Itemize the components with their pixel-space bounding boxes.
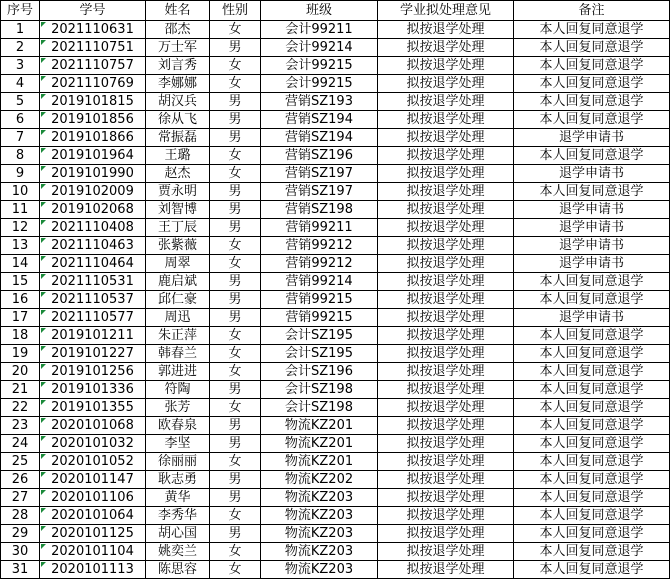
cell-student-id[interactable]: 2021110463 (40, 237, 146, 255)
cell-remark[interactable]: 本人回复同意退学 (514, 435, 670, 453)
cell-seq[interactable]: 23 (1, 417, 40, 435)
cell-gender[interactable]: 女 (210, 561, 261, 579)
table-row (1, 561, 670, 579)
cell-name[interactable]: 徐丽丽 (146, 453, 210, 471)
cell-name[interactable]: 万士军 (146, 39, 210, 57)
cell-student-id[interactable]: 2019102009 (40, 183, 146, 201)
text-format-marker-icon (41, 256, 46, 261)
cell-opinion[interactable]: 拟按退学处理 (378, 111, 514, 129)
cell-opinion[interactable]: 拟按退学处理 (378, 507, 514, 525)
table-row (1, 93, 670, 111)
table-row (1, 219, 670, 237)
cell-name[interactable]: 王璐 (146, 147, 210, 165)
cell-student-id[interactable]: 2020101125 (40, 525, 146, 543)
table-body (1, 21, 670, 579)
cell-seq[interactable]: 3 (1, 57, 40, 75)
cell-seq[interactable]: 8 (1, 147, 40, 165)
cell-class[interactable]: 物流KZ203 (261, 543, 378, 561)
table-row (1, 399, 670, 417)
cell-name[interactable]: 李娜娜 (146, 75, 210, 93)
text-format-marker-icon (41, 238, 46, 243)
cell-student-id[interactable]: 2019101964 (40, 147, 146, 165)
cell-seq[interactable]: 24 (1, 435, 40, 453)
text-format-marker-icon (41, 76, 46, 81)
cell-student-id[interactable]: 2020101052 (40, 453, 146, 471)
cell-class[interactable]: 会计SZ195 (261, 327, 378, 345)
table-row (1, 273, 670, 291)
cell-class[interactable]: 物流KZ203 (261, 561, 378, 579)
cell-seq[interactable]: 13 (1, 237, 40, 255)
cell-opinion[interactable]: 拟按退学处理 (378, 399, 514, 417)
cell-gender[interactable]: 女 (210, 21, 261, 39)
cell-student-id[interactable]: 2019101815 (40, 93, 146, 111)
cell-gender[interactable]: 女 (210, 345, 261, 363)
cell-gender[interactable]: 女 (210, 363, 261, 381)
cell-class[interactable]: 物流KZ203 (261, 507, 378, 525)
table-row (1, 471, 670, 489)
cell-name[interactable]: 欧春泉 (146, 417, 210, 435)
cell-class[interactable]: 会计99215 (261, 57, 378, 75)
cell-opinion[interactable]: 拟按退学处理 (378, 525, 514, 543)
cell-student-id[interactable]: 2021110757 (40, 57, 146, 75)
cell-class[interactable]: 物流KZ202 (261, 471, 378, 489)
cell-student-id[interactable]: 2021110408 (40, 219, 146, 237)
cell-opinion[interactable]: 拟按退学处理 (378, 363, 514, 381)
table-row (1, 489, 670, 507)
cell-class[interactable]: 会计SZ198 (261, 399, 378, 417)
cell-class[interactable]: 营销SZ197 (261, 183, 378, 201)
cell-remark[interactable]: 本人回复同意退学 (514, 147, 670, 165)
table-row (1, 147, 670, 165)
cell-remark[interactable]: 本人回复同意退学 (514, 57, 670, 75)
table-row (1, 417, 670, 435)
cell-seq[interactable]: 31 (1, 561, 40, 579)
cell-opinion[interactable]: 拟按退学处理 (378, 129, 514, 147)
cell-seq[interactable]: 10 (1, 183, 40, 201)
table-row (1, 57, 670, 75)
table-row (1, 435, 670, 453)
cell-class[interactable]: 营销SZ198 (261, 201, 378, 219)
cell-opinion[interactable]: 拟按退学处理 (378, 57, 514, 75)
cell-student-id[interactable]: 2019102068 (40, 201, 146, 219)
cell-student-id[interactable]: 2021110751 (40, 39, 146, 57)
cell-student-id[interactable]: 2020101147 (40, 471, 146, 489)
text-format-marker-icon (41, 562, 46, 567)
cell-gender[interactable]: 男 (210, 435, 261, 453)
cell-opinion[interactable]: 拟按退学处理 (378, 237, 514, 255)
cell-opinion[interactable]: 拟按退学处理 (378, 309, 514, 327)
cell-remark[interactable]: 本人回复同意退学 (514, 507, 670, 525)
cell-remark[interactable]: 本人回复同意退学 (514, 111, 670, 129)
text-format-marker-icon (41, 490, 46, 495)
cell-class[interactable]: 营销99211 (261, 219, 378, 237)
text-format-marker-icon (41, 436, 46, 441)
table-row (1, 183, 670, 201)
cell-name[interactable]: 朱正萍 (146, 327, 210, 345)
cell-seq[interactable]: 4 (1, 75, 40, 93)
cell-gender[interactable]: 男 (210, 471, 261, 489)
cell-gender[interactable]: 男 (210, 417, 261, 435)
cell-remark[interactable]: 本人回复同意退学 (514, 93, 670, 111)
cell-seq[interactable]: 21 (1, 381, 40, 399)
cell-student-id[interactable]: 2021110577 (40, 309, 146, 327)
cell-class[interactable]: 会计99215 (261, 75, 378, 93)
table-row (1, 129, 670, 147)
cell-opinion[interactable]: 拟按退学处理 (378, 147, 514, 165)
cell-student-id[interactable]: 2019101990 (40, 165, 146, 183)
cell-opinion[interactable]: 拟按退学处理 (378, 543, 514, 561)
cell-seq[interactable]: 18 (1, 327, 40, 345)
cell-class[interactable]: 营销SZ194 (261, 129, 378, 147)
cell-gender[interactable]: 男 (210, 219, 261, 237)
text-format-marker-icon (41, 526, 46, 531)
cell-name[interactable]: 韩春兰 (146, 345, 210, 363)
text-format-marker-icon (41, 94, 46, 99)
header-row (1, 1, 670, 21)
cell-opinion[interactable]: 拟按退学处理 (378, 165, 514, 183)
cell-remark[interactable]: 本人回复同意退学 (514, 21, 670, 39)
table-row (1, 291, 670, 309)
cell-class[interactable]: 营销SZ197 (261, 165, 378, 183)
cell-opinion[interactable]: 拟按退学处理 (378, 561, 514, 579)
table-row (1, 363, 670, 381)
cell-class[interactable]: 营销SZ196 (261, 147, 378, 165)
cell-gender[interactable]: 女 (210, 507, 261, 525)
cell-opinion[interactable]: 拟按退学处理 (378, 345, 514, 363)
cell-student-id[interactable]: 2021110769 (40, 75, 146, 93)
cell-seq[interactable]: 28 (1, 507, 40, 525)
header-class[interactable]: 班级 (261, 1, 378, 21)
cell-class[interactable]: 营销99215 (261, 291, 378, 309)
cell-student-id[interactable]: 2020101068 (40, 417, 146, 435)
table-header (1, 1, 670, 21)
cell-student-id[interactable]: 2020101104 (40, 543, 146, 561)
cell-class[interactable]: 会计SZ196 (261, 363, 378, 381)
text-format-marker-icon (41, 508, 46, 513)
cell-student-id[interactable]: 2021110537 (40, 291, 146, 309)
text-format-marker-icon (41, 310, 46, 315)
cell-seq[interactable]: 7 (1, 129, 40, 147)
cell-remark[interactable]: 本人回复同意退学 (514, 363, 670, 381)
cell-remark[interactable]: 本人回复同意退学 (514, 39, 670, 57)
text-format-marker-icon (41, 472, 46, 477)
text-format-marker-icon (41, 400, 46, 405)
cell-seq[interactable]: 16 (1, 291, 40, 309)
cell-remark[interactable]: 本人回复同意退学 (514, 75, 670, 93)
cell-remark[interactable]: 退学申请书 (514, 309, 670, 327)
cell-remark[interactable]: 本人回复同意退学 (514, 543, 670, 561)
cell-remark[interactable]: 本人回复同意退学 (514, 471, 670, 489)
cell-opinion[interactable]: 拟按退学处理 (378, 381, 514, 399)
header-gender[interactable]: 性别 (210, 1, 261, 21)
cell-remark[interactable]: 本人回复同意退学 (514, 453, 670, 471)
table-row (1, 327, 670, 345)
cell-student-id[interactable]: 2019101856 (40, 111, 146, 129)
cell-name[interactable]: 王丁辰 (146, 219, 210, 237)
header-name[interactable]: 姓名 (146, 1, 210, 21)
cell-opinion[interactable]: 拟按退学处理 (378, 327, 514, 345)
cell-student-id[interactable]: 2021110631 (40, 21, 146, 39)
cell-seq[interactable]: 6 (1, 111, 40, 129)
cell-gender[interactable]: 女 (210, 399, 261, 417)
text-format-marker-icon (41, 148, 46, 153)
text-format-marker-icon (41, 346, 46, 351)
cell-gender[interactable]: 女 (210, 75, 261, 93)
cell-seq[interactable]: 22 (1, 399, 40, 417)
cell-remark[interactable]: 本人回复同意退学 (514, 273, 670, 291)
cell-seq[interactable]: 27 (1, 489, 40, 507)
cell-seq[interactable]: 14 (1, 255, 40, 273)
cell-opinion[interactable]: 拟按退学处理 (378, 435, 514, 453)
cell-opinion[interactable]: 拟按退学处理 (378, 489, 514, 507)
cell-name[interactable]: 李秀华 (146, 507, 210, 525)
cell-gender[interactable]: 男 (210, 129, 261, 147)
cell-student-id[interactable]: 2019101866 (40, 129, 146, 147)
cell-opinion[interactable]: 拟按退学处理 (378, 471, 514, 489)
text-format-marker-icon (41, 364, 46, 369)
cell-remark[interactable]: 本人回复同意退学 (514, 327, 670, 345)
cell-seq[interactable]: 1 (1, 21, 40, 39)
cell-name[interactable]: 周迅 (146, 309, 210, 327)
header-seq[interactable]: 序号 (1, 1, 40, 21)
cell-student-id[interactable]: 2019101336 (40, 381, 146, 399)
cell-name[interactable]: 鹿启斌 (146, 273, 210, 291)
cell-opinion[interactable]: 拟按退学处理 (378, 201, 514, 219)
text-format-marker-icon (41, 328, 46, 333)
cell-seq[interactable]: 19 (1, 345, 40, 363)
cell-class[interactable]: 营销99212 (261, 237, 378, 255)
cell-name[interactable]: 周翠 (146, 255, 210, 273)
cell-seq[interactable]: 20 (1, 363, 40, 381)
cell-name[interactable]: 姚奕兰 (146, 543, 210, 561)
cell-gender[interactable]: 男 (210, 525, 261, 543)
cell-seq[interactable]: 2 (1, 39, 40, 57)
cell-gender[interactable]: 男 (210, 111, 261, 129)
cell-class[interactable]: 营销SZ194 (261, 111, 378, 129)
cell-student-id[interactable]: 2019101211 (40, 327, 146, 345)
header-opinion[interactable]: 学业拟处理意见 (378, 1, 514, 21)
cell-seq[interactable]: 26 (1, 471, 40, 489)
cell-name[interactable]: 刘言秀 (146, 57, 210, 75)
text-format-marker-icon (41, 58, 46, 63)
cell-name[interactable]: 张紫薇 (146, 237, 210, 255)
cell-opinion[interactable]: 拟按退学处理 (378, 219, 514, 237)
cell-student-id[interactable]: 2019101256 (40, 363, 146, 381)
cell-opinion[interactable]: 拟按退学处理 (378, 75, 514, 93)
cell-name[interactable]: 常振磊 (146, 129, 210, 147)
cell-opinion[interactable]: 拟按退学处理 (378, 93, 514, 111)
cell-opinion[interactable]: 拟按退学处理 (378, 21, 514, 39)
text-format-marker-icon (41, 274, 46, 279)
text-format-marker-icon (41, 418, 46, 423)
cell-seq[interactable]: 17 (1, 309, 40, 327)
cell-remark[interactable]: 退学申请书 (514, 129, 670, 147)
text-format-marker-icon (41, 454, 46, 459)
cell-remark[interactable]: 本人回复同意退学 (514, 525, 670, 543)
cell-student-id[interactable]: 2020101106 (40, 489, 146, 507)
cell-remark[interactable]: 本人回复同意退学 (514, 291, 670, 309)
cell-student-id[interactable]: 2020101113 (40, 561, 146, 579)
table-row (1, 111, 670, 129)
text-format-marker-icon (41, 220, 46, 225)
cell-gender[interactable]: 女 (210, 327, 261, 345)
text-format-marker-icon (41, 292, 46, 297)
text-format-marker-icon (41, 112, 46, 117)
cell-gender[interactable]: 女 (210, 543, 261, 561)
table-row (1, 165, 670, 183)
cell-class[interactable]: 物流KZ201 (261, 435, 378, 453)
table-row (1, 75, 670, 93)
text-format-marker-icon (41, 184, 46, 189)
cell-seq[interactable]: 30 (1, 543, 40, 561)
cell-student-id[interactable]: 2019101227 (40, 345, 146, 363)
text-format-marker-icon (41, 166, 46, 171)
cell-gender[interactable]: 男 (210, 93, 261, 111)
cell-class[interactable]: 物流KZ201 (261, 417, 378, 435)
cell-seq[interactable]: 12 (1, 219, 40, 237)
cell-class[interactable]: 物流KZ203 (261, 525, 378, 543)
cell-name[interactable]: 邱仁豪 (146, 291, 210, 309)
cell-opinion[interactable]: 拟按退学处理 (378, 183, 514, 201)
cell-student-id[interactable]: 2020101032 (40, 435, 146, 453)
cell-name[interactable]: 赵杰 (146, 165, 210, 183)
table-row (1, 453, 670, 471)
header-student-id[interactable]: 学号 (40, 1, 146, 21)
cell-seq[interactable]: 29 (1, 525, 40, 543)
cell-name[interactable]: 李坚 (146, 435, 210, 453)
cell-gender[interactable]: 女 (210, 147, 261, 165)
cell-class[interactable]: 会计SZ195 (261, 345, 378, 363)
cell-gender[interactable]: 男 (210, 381, 261, 399)
cell-remark[interactable]: 退学申请书 (514, 219, 670, 237)
cell-gender[interactable]: 男 (210, 39, 261, 57)
cell-remark[interactable]: 退学申请书 (514, 201, 670, 219)
cell-student-id[interactable]: 2019101355 (40, 399, 146, 417)
cell-gender[interactable]: 女 (210, 453, 261, 471)
table-row (1, 381, 670, 399)
table-row (1, 237, 670, 255)
cell-gender[interactable]: 女 (210, 255, 261, 273)
cell-name[interactable]: 刘智博 (146, 201, 210, 219)
cell-name[interactable]: 胡汉兵 (146, 93, 210, 111)
cell-name[interactable]: 郭进进 (146, 363, 210, 381)
cell-seq[interactable]: 5 (1, 93, 40, 111)
header-remark[interactable]: 备注 (514, 1, 670, 21)
text-format-marker-icon (41, 40, 46, 45)
cell-name[interactable]: 贾永明 (146, 183, 210, 201)
table-row (1, 39, 670, 57)
cell-remark[interactable]: 本人回复同意退学 (514, 561, 670, 579)
table-row (1, 201, 670, 219)
cell-remark[interactable]: 本人回复同意退学 (514, 183, 670, 201)
text-format-marker-icon (41, 130, 46, 135)
cell-opinion[interactable]: 拟按退学处理 (378, 255, 514, 273)
cell-gender[interactable]: 女 (210, 237, 261, 255)
cell-class[interactable]: 营销99212 (261, 255, 378, 273)
cell-name[interactable]: 张芳 (146, 399, 210, 417)
cell-student-id[interactable]: 2021110464 (40, 255, 146, 273)
text-format-marker-icon (41, 22, 46, 27)
cell-gender[interactable]: 男 (210, 183, 261, 201)
table-row (1, 543, 670, 561)
cell-remark[interactable]: 本人回复同意退学 (514, 417, 670, 435)
cell-opinion[interactable]: 拟按退学处理 (378, 417, 514, 435)
table-row (1, 21, 670, 39)
text-format-marker-icon (41, 544, 46, 549)
cell-name[interactable]: 黄华 (146, 489, 210, 507)
cell-remark[interactable]: 本人回复同意退学 (514, 399, 670, 417)
table-row (1, 309, 670, 327)
cell-gender[interactable]: 女 (210, 165, 261, 183)
table-row (1, 345, 670, 363)
cell-gender[interactable]: 女 (210, 57, 261, 75)
cell-seq[interactable]: 11 (1, 201, 40, 219)
cell-class[interactable]: 营销SZ193 (261, 93, 378, 111)
cell-class[interactable]: 会计99214 (261, 39, 378, 57)
cell-class[interactable]: 会计99211 (261, 21, 378, 39)
cell-gender[interactable]: 男 (210, 309, 261, 327)
cell-name[interactable]: 邵杰 (146, 21, 210, 39)
cell-class[interactable]: 会计SZ198 (261, 381, 378, 399)
cell-remark[interactable]: 退学申请书 (514, 237, 670, 255)
cell-gender[interactable]: 男 (210, 201, 261, 219)
cell-name[interactable]: 徐从飞 (146, 111, 210, 129)
cell-seq[interactable]: 15 (1, 273, 40, 291)
cell-name[interactable]: 胡心国 (146, 525, 210, 543)
text-format-marker-icon (41, 382, 46, 387)
cell-class[interactable]: 营销99215 (261, 309, 378, 327)
cell-gender[interactable]: 男 (210, 489, 261, 507)
cell-opinion[interactable]: 拟按退学处理 (378, 453, 514, 471)
cell-remark[interactable]: 本人回复同意退学 (514, 345, 670, 363)
cell-remark[interactable]: 退学申请书 (514, 255, 670, 273)
cell-remark[interactable]: 本人回复同意退学 (514, 381, 670, 399)
table-row (1, 525, 670, 543)
cell-gender[interactable]: 男 (210, 273, 261, 291)
cell-opinion[interactable]: 拟按退学处理 (378, 291, 514, 309)
cell-class[interactable]: 物流KZ201 (261, 453, 378, 471)
cell-name[interactable]: 陈思容 (146, 561, 210, 579)
cell-opinion[interactable]: 拟按退学处理 (378, 39, 514, 57)
cell-seq[interactable]: 25 (1, 453, 40, 471)
cell-seq[interactable]: 9 (1, 165, 40, 183)
cell-class[interactable]: 营销99214 (261, 273, 378, 291)
table-row (1, 507, 670, 525)
cell-remark[interactable]: 本人回复同意退学 (514, 489, 670, 507)
cell-class[interactable]: 物流KZ203 (261, 489, 378, 507)
cell-opinion[interactable]: 拟按退学处理 (378, 273, 514, 291)
cell-name[interactable]: 耿志勇 (146, 471, 210, 489)
cell-student-id[interactable]: 2020101064 (40, 507, 146, 525)
cell-gender[interactable]: 男 (210, 291, 261, 309)
cell-remark[interactable]: 退学申请书 (514, 165, 670, 183)
cell-name[interactable]: 符陶 (146, 381, 210, 399)
table-row (1, 255, 670, 273)
cell-student-id[interactable]: 2021110531 (40, 273, 146, 291)
text-format-marker-icon (41, 202, 46, 207)
